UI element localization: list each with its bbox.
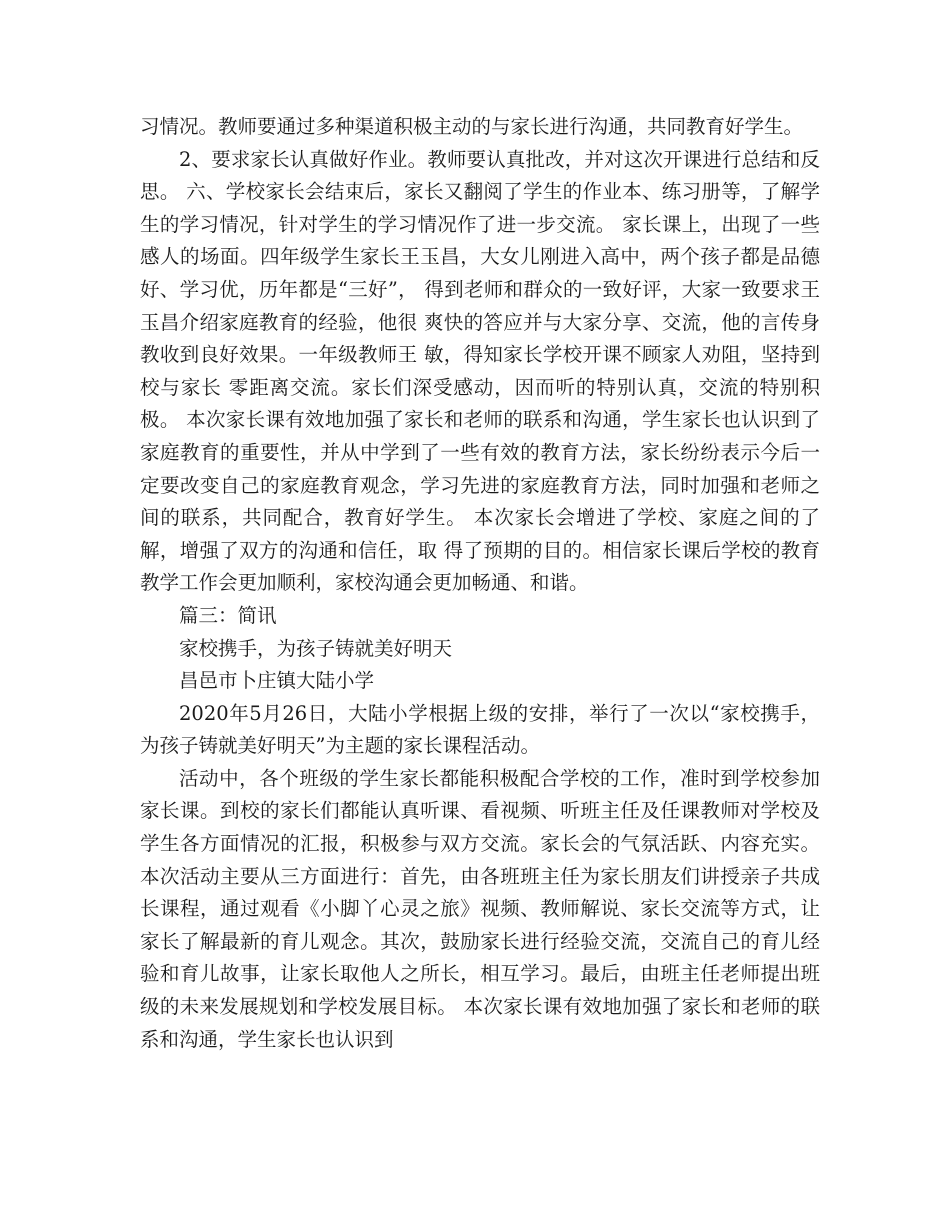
article-author: 昌邑市卜庄镇大陆小学 xyxy=(179,669,375,693)
document-page xyxy=(140,111,820,1056)
section-heading: 篇三：简讯 xyxy=(179,603,277,627)
paragraph-event-intro: 2020年5月26日，大陆小学根据上级的安排，举行了一次以“家校携手，为孩子铸就美好明天”为主题的家长课程活动。 xyxy=(140,701,820,758)
paragraph-homework-requirement: 2、要求家长认真做好作业。教师要认真批改，并对这次开课进行总结和反思。 六、学校家长会结束后，家长又翻阅了学生的作业本、练习册等，了解学 生的学习情况，针对学生的学习情况作了进一步交流。 家长课上，出现了一些感人的场面。四年级学生家长王玉昌，大女儿刚进入高中，两个孩子都是品德好、学习优，历年都是“三好”， 得到老师和群众的一致好评，大家一致要求王玉昌介绍家庭教育的经验，他很 爽快的答应并与大家分享、交流，他的言传身教收到良好效果。一年级教师王 敏，得知家长学校开课不顾家人劝阻，坚持到校与家长 零距离交流。家长们深受感动，因而听的特别认真，交流的特别积极。 本次家长课有效地加强了家长和老师的联系和沟通，学生家长也认识到了 家庭教育的重要性，并从中学到了一些有效的教育方法，家长纷纷表示今后一 定要改变自己的家庭教育观念，学习先进的家庭教育方法，同时加强和老师之 间的联系，共同配合，教育好学生。 本次家长会增进了学校、家庭之间的了解，增强了双方的沟通和信任，取 得了预期的目的。相信家长课后学校的教育教学工作会更加顺利，家校沟通会更加畅通、和谐。 xyxy=(140,147,820,595)
paragraph-activity-details: 活动中，各个班级的学生家长都能积极配合学校的工作，准时到学校参加家长课。到校的家长们都能认真听课、看视频、听班主任及任课教师对学校及学生各方面情况的汇报，积极参与双方交流。家长会的气氛活跃、内容充实。 本次活动主要从三方面进行：首先，由各班班主任为家长朋友们讲授亲子共成长课程，通过观看《小脚丫心灵之旅》视频、教师解说、家长交流等方式，让家长了解最新的育儿观念。其次，鼓励家长进行经验交流，交流自己的育儿经验和育儿故事，让家长取他人之所长，相互学习。最后，由班主任老师提出班级的未来发展规划和学校发展目标。 本次家长课有效地加强了家长和老师的联系和沟通，学生家长也认识到 xyxy=(140,766,820,1051)
paragraph-continuation: 习情况。教师要通过多种渠道积极主动的与家长进行沟通，共同教育好学生。 xyxy=(140,115,804,138)
article-title: 家校携手，为孩子铸就美好明天 xyxy=(179,636,453,660)
